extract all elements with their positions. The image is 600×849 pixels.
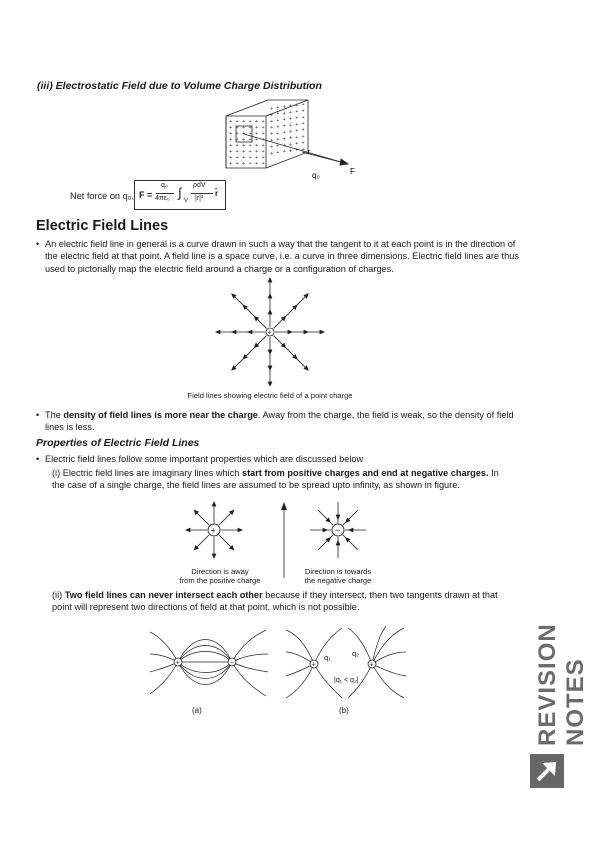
svg-text:+: + — [261, 143, 265, 149]
svg-text:+: + — [301, 140, 305, 147]
svg-text:+: + — [175, 659, 180, 667]
svg-text:+: + — [288, 142, 293, 148]
svg-text:+: + — [270, 106, 274, 112]
svg-text:+: + — [255, 125, 259, 131]
item-ii-bold: Two field lines can never intersect each other — [64, 590, 263, 600]
svg-text:+: + — [248, 137, 252, 143]
formula-F: F = — [139, 190, 153, 200]
svg-text:+: + — [270, 144, 274, 151]
bullet-definition: • An electric field line in general is a curve drawn in such a way that the tangent to it at each point is in the direction of the electric field at that point. A field line is a space curve, i.e. a curve in three dimensions. Electric field lines are thus used to pictorially map the electric field around a charge or a configuration of charges. — [36, 238, 523, 275]
svg-text:+: + — [282, 117, 286, 124]
label-q0: q₀ — [312, 171, 320, 180]
svg-text:+: + — [229, 149, 233, 155]
svg-text:+: + — [229, 143, 233, 149]
label-relation: |q₁ < q₂| — [334, 677, 359, 684]
svg-text:+: + — [295, 115, 299, 122]
svg-text:−: − — [335, 525, 341, 535]
formula-den: 4πε₀ — [155, 195, 170, 202]
svg-text:+: + — [255, 149, 259, 155]
electric-field-lines-heading: Electric Field Lines — [36, 218, 169, 234]
svg-text:+: + — [301, 127, 305, 134]
svg-text:+: + — [235, 143, 239, 149]
net-force-lead: Net force on q₀, — [70, 191, 135, 201]
svg-text:+: + — [242, 161, 246, 167]
svg-text:+: + — [235, 155, 239, 161]
label-F: F — [350, 167, 355, 176]
caption-towards-line1: Direction is towards — [304, 567, 372, 576]
bullet-properties-intro: • Electric field lines follow some important properties which are discussed below — [36, 453, 523, 465]
svg-text:+: + — [270, 112, 274, 119]
section-heading: (iii) Electrostatic Field due to Volume Charge Distribution — [37, 80, 322, 92]
point-charge-caption: Field lines showing electric field of a point charge — [187, 391, 353, 400]
svg-text:+: + — [288, 135, 293, 142]
svg-text:+: + — [270, 118, 274, 125]
svg-text:+: + — [248, 161, 252, 167]
svg-text:+: + — [261, 137, 265, 143]
svg-text:+: + — [235, 161, 239, 167]
caption-away — [170, 567, 270, 585]
label-r: r — [308, 149, 311, 156]
sidebar-title: REVISION NOTES — [534, 623, 589, 746]
svg-text:+: + — [301, 134, 305, 140]
formula-q0: q₀ — [161, 182, 168, 189]
svg-text:+: + — [248, 125, 252, 131]
label-figure-a: (a) — [192, 706, 202, 715]
svg-text:+: + — [255, 143, 259, 149]
formula-sub: V — [184, 198, 189, 204]
svg-text:+: + — [288, 129, 293, 136]
item-i-bold: start from positive charges and end at negative charges. — [241, 468, 489, 478]
svg-text:+: + — [282, 104, 286, 111]
net-force-formula-box — [134, 180, 226, 210]
svg-text:+: + — [229, 131, 233, 137]
svg-text:+: + — [276, 105, 280, 112]
property-item-ii — [52, 589, 514, 614]
formula-num: ρdV — [193, 182, 206, 189]
svg-text:+: + — [276, 143, 280, 150]
item-i-post: In the case of a single charge, the field lines are assumed to be spread upto infinity, as shown in figure. — [52, 468, 499, 491]
svg-text:+: + — [369, 661, 374, 669]
svg-text:+: + — [282, 142, 286, 149]
svg-text:+: + — [295, 109, 299, 116]
svg-text:+: + — [255, 161, 259, 167]
svg-text:+: + — [261, 155, 265, 161]
item-ii-pre: (ii) — [52, 590, 65, 600]
svg-text:+: + — [229, 125, 233, 131]
svg-text:+: + — [282, 130, 286, 136]
svg-text:+: + — [255, 155, 259, 161]
svg-text:+: + — [242, 119, 246, 125]
formula-rden: |r|² — [195, 195, 204, 202]
svg-text:+: + — [210, 525, 216, 536]
caption-away-line2: from the positive charge — [179, 576, 261, 585]
caption-towards — [288, 567, 388, 585]
dipole-figure-a — [148, 624, 272, 700]
svg-text:+: + — [301, 114, 305, 121]
svg-text:+: + — [235, 119, 239, 125]
caption-towards-line2: the negative charge — [304, 576, 372, 585]
svg-text:+: + — [270, 131, 274, 138]
svg-text:+: + — [270, 138, 274, 144]
item-ii-post: because if they intersect, then two tangents drawn at that point will represent two directions of field at that point, which is not possible. — [52, 590, 498, 613]
svg-text:+: + — [229, 161, 233, 167]
svg-text:+: + — [276, 150, 280, 156]
svg-text:+: + — [248, 143, 252, 149]
svg-text:+: + — [301, 121, 305, 128]
svg-text:+: + — [248, 131, 252, 137]
svg-text:+: + — [282, 136, 286, 143]
bullet-density-pre: The — [45, 410, 64, 420]
svg-text:+: + — [255, 131, 259, 137]
svg-text:+: + — [295, 147, 299, 154]
svg-text:+: + — [261, 131, 265, 137]
svg-text:+: + — [282, 110, 286, 117]
point-charge-field-figure — [205, 274, 335, 386]
properties-heading: Properties of Electric Field Lines — [36, 437, 200, 449]
formula-fraction-bar-2 — [191, 193, 213, 194]
bullet-density-bold: density of field lines is more near the charge — [63, 410, 258, 420]
negative-charge-figure — [300, 500, 376, 564]
svg-text:+: + — [276, 118, 280, 124]
svg-text:+: + — [229, 137, 233, 143]
svg-text:+: + — [255, 119, 259, 125]
svg-text:+: + — [242, 155, 246, 161]
label-q2: q₂ — [352, 649, 360, 658]
svg-text:+: + — [311, 661, 316, 669]
revision-notes-sidebar — [524, 542, 589, 792]
formula-integral: ∫ — [178, 185, 182, 200]
svg-text:+: + — [261, 149, 265, 155]
svg-text:+: + — [301, 146, 305, 153]
formula-fraction-bar — [156, 193, 174, 194]
svg-text:+: + — [270, 150, 274, 157]
svg-text:+: + — [288, 103, 293, 110]
svg-text:+: + — [288, 116, 293, 123]
svg-text:+: + — [261, 125, 265, 131]
svg-text:+: + — [242, 137, 246, 143]
svg-text:+: + — [276, 137, 280, 144]
svg-text:+: + — [235, 125, 239, 131]
caption-away-line1: Direction is away — [191, 567, 249, 576]
svg-text:+: + — [267, 329, 272, 337]
bullet-density-post: . Away from the charge, the field is weak, so the density of field lines is less. — [45, 410, 514, 433]
svg-text:+: + — [242, 143, 246, 149]
svg-text:+: + — [276, 130, 280, 137]
svg-text:+: + — [242, 131, 246, 137]
svg-text:+: + — [295, 122, 299, 128]
arrow-up-right-icon — [530, 754, 564, 788]
bullet-density — [36, 409, 523, 434]
dipole-figure-b — [284, 624, 408, 700]
svg-text:+: + — [288, 148, 293, 155]
svg-text:+: + — [242, 149, 246, 155]
svg-text:+: + — [235, 137, 239, 143]
svg-text:+: + — [295, 141, 299, 148]
item-i-pre: (i) Electric field lines are imaginary lines which — [52, 468, 242, 478]
svg-text:+: + — [248, 155, 252, 161]
svg-text:+: + — [261, 161, 265, 167]
svg-text:+: + — [229, 119, 233, 125]
formula-rhat: r̂ — [215, 189, 219, 198]
label-q1: q₁ — [324, 653, 331, 662]
svg-text:+: + — [276, 111, 280, 118]
svg-text:+: + — [229, 155, 233, 161]
svg-text:+: + — [301, 102, 305, 108]
svg-text:+: + — [270, 125, 274, 132]
svg-text:+: + — [261, 119, 265, 125]
svg-text:+: + — [248, 149, 252, 155]
svg-text:+: + — [282, 123, 286, 130]
svg-text:+: + — [255, 137, 259, 143]
svg-text:−: − — [230, 659, 235, 667]
volume-charge-cube-figure — [196, 96, 356, 182]
svg-text:+: + — [242, 125, 246, 131]
positive-charge-figure — [176, 500, 252, 564]
svg-text:+: + — [301, 108, 305, 115]
label-figure-b: (b) — [339, 706, 349, 715]
svg-text:+: + — [282, 149, 286, 156]
svg-text:+: + — [235, 131, 239, 137]
property-item-i — [52, 467, 514, 492]
svg-text:+: + — [295, 102, 299, 109]
svg-text:+: + — [276, 124, 280, 131]
svg-text:+: + — [295, 134, 299, 141]
svg-text:+: + — [288, 110, 293, 116]
svg-text:+: + — [248, 119, 252, 125]
svg-text:+: + — [235, 149, 239, 155]
svg-text:+: + — [288, 122, 293, 129]
svg-text:+: + — [295, 128, 299, 135]
